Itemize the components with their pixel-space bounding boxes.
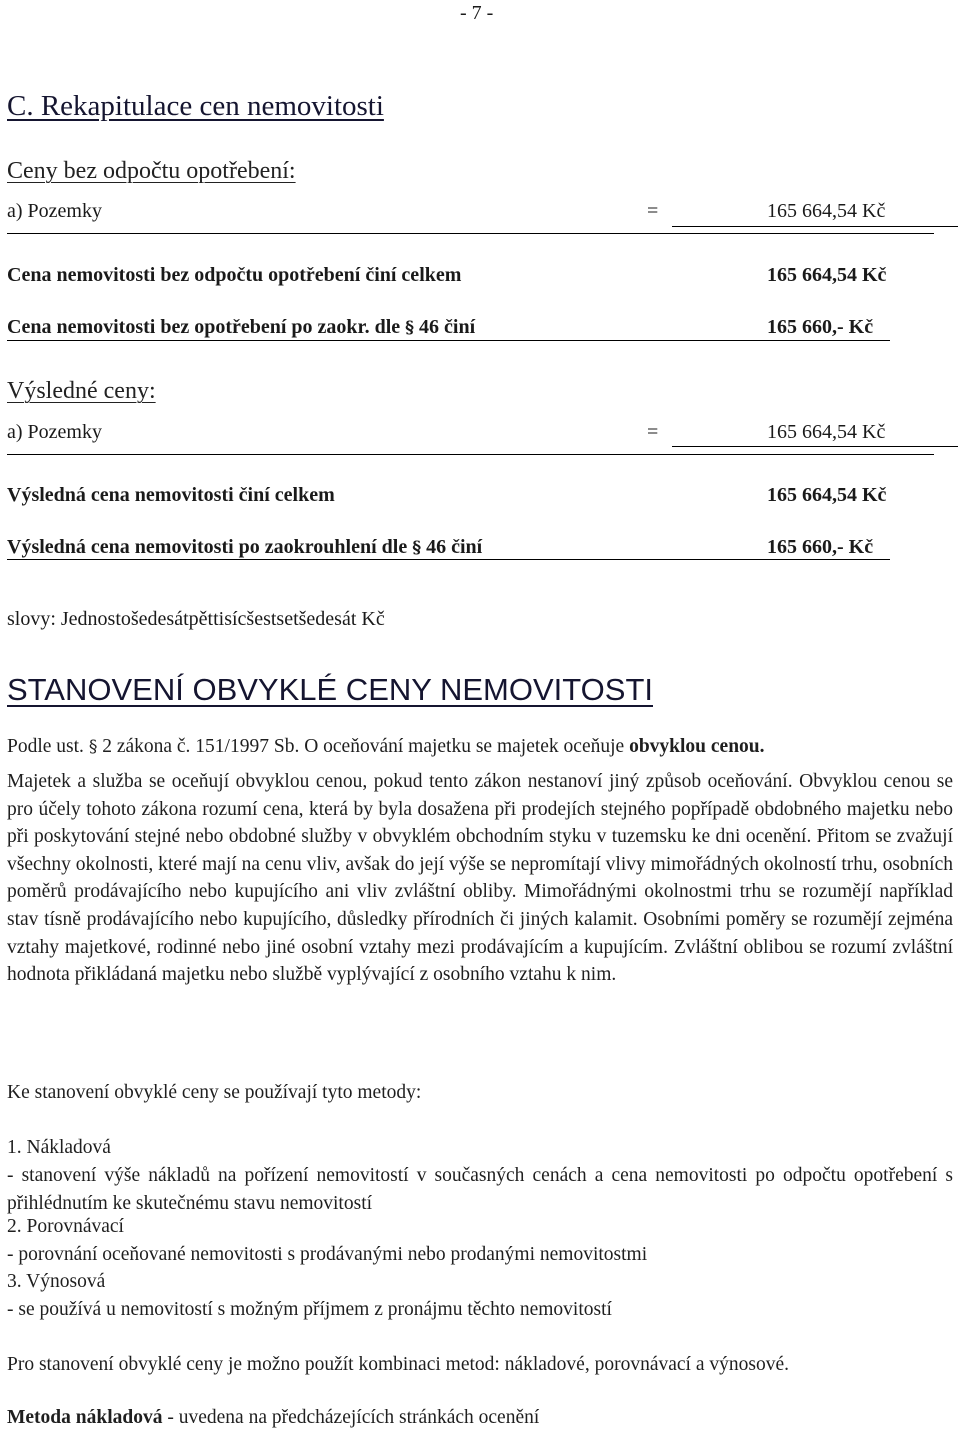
price-in-words: slovy: Jednostošedesátpěttisícšestsetšedesát Kč bbox=[7, 608, 385, 630]
methods-combination: Pro stanovení obvyklé ceny je možno použít kombinaci metod: nákladové, porovnávací a výnosové. bbox=[7, 1354, 789, 1375]
land-value: 165 664,54 Kč bbox=[767, 200, 886, 222]
usual-price-paragraph: Majetek a služba se oceňují obvyklou cenou, pokud tento zákon nestanoví jiný způsob oceňování. Obvyklou cenou se pro účely tohoto zákona rozumí cena, která by byla dosažena při prodejích stejného popřípadě obdobného majetku nebo při poskytování stejné nebo obdobné služby v obvyklém obchodním styku v tuzemsku ke dni ocenění. Přitom se zvažují všechny okolnosti, které mají na cenu vliv, avšak do její výše se nepromítají vlivy mimořádných okolností trhu, osobních poměrů prodávajícího nebo kupujícího ani vliv zvláštní obliby. Mimořádnými okolnostmi trhu se rozumějí například stav tísně prodávajícího nebo kupujícího, důsledky přírodních či jiných kalamit. Osobními poměry se rozumějí zejména vztahy majetkové, rodinné nebo jiné osobní vztahy mezi prodávajícím a kupujícím. Zvláštní oblibou se rozumí zvláštní hodnota přikládaná majetku nebo službě vyplývající z osobního vztahu k nim. bbox=[7, 771, 953, 986]
page-number: - 7 - bbox=[460, 2, 494, 24]
method-description: - porovnání oceňované nemovitosti s prodávanými nebo prodanými nemovitostmi bbox=[7, 1244, 648, 1265]
method-title: 3. Výnosová bbox=[7, 1271, 106, 1292]
final-land-value: 165 664,54 Kč bbox=[767, 421, 886, 443]
total-label: Cena nemovitosti bez odpočtu opotřebení činí celkem bbox=[7, 264, 462, 286]
final-equals-sign: = bbox=[647, 421, 659, 443]
sum-rule bbox=[7, 233, 934, 234]
methods-intro: Ke stanovení obvyklé ceny se používají tyto metody: bbox=[7, 1082, 422, 1103]
final-total-value: 165 664,54 Kč bbox=[767, 484, 887, 506]
cost-method-note: Metoda nákladová - uvedena na předcházejících stránkách ocenění bbox=[7, 1407, 540, 1428]
final-rounded-underline bbox=[7, 559, 890, 560]
method-description: - se používá u nemovitostí s možným příjmem z pronájmu těchto nemovitostí bbox=[7, 1299, 612, 1320]
final-rounded-value: 165 660,- Kč bbox=[767, 536, 874, 558]
no-depreciation-heading: Ceny bez odpočtu opotřebení: bbox=[7, 158, 296, 184]
final-sum-rule bbox=[7, 454, 934, 455]
final-rounded-label: Výsledná cena nemovitosti po zaokrouhlení dle § 46 činí bbox=[7, 536, 483, 558]
final-land-label: a) Pozemky bbox=[7, 421, 102, 443]
method-title: 2. Porovnávací bbox=[7, 1216, 124, 1237]
method-title: 1. Nákladová bbox=[7, 1137, 111, 1158]
law-reference: Podle ust. § 2 zákona č. 151/1997 Sb. O oceňování majetku se majetek oceňuje obvyklou cenou. bbox=[7, 736, 765, 757]
total-value: 165 664,54 Kč bbox=[767, 264, 887, 286]
value-underline bbox=[672, 226, 958, 227]
final-prices-heading: Výsledné ceny: bbox=[7, 378, 156, 404]
rounded-label: Cena nemovitosti bez opotřebení po zaokr. dle § 46 činí bbox=[7, 316, 476, 338]
method-description: - stanovení výše nákladů na pořízení nemovitostí v současných cenách a cena nemovitosti po odpočtu opotřebení s přihlédnutím ke skutečnému stavu nemovitostí bbox=[7, 1165, 953, 1214]
usual-price-heading: STANOVENÍ OBVYKLÉ CENY NEMOVITOSTI bbox=[7, 672, 653, 707]
final-total-label: Výsledná cena nemovitosti činí celkem bbox=[7, 484, 335, 506]
section-title: C. Rekapitulace cen nemovitosti bbox=[7, 90, 384, 122]
final-value-underline bbox=[672, 446, 958, 447]
rounded-underline bbox=[7, 340, 890, 341]
rounded-value: 165 660,- Kč bbox=[767, 316, 874, 338]
land-label: a) Pozemky bbox=[7, 200, 102, 222]
equals-sign: = bbox=[647, 200, 659, 222]
